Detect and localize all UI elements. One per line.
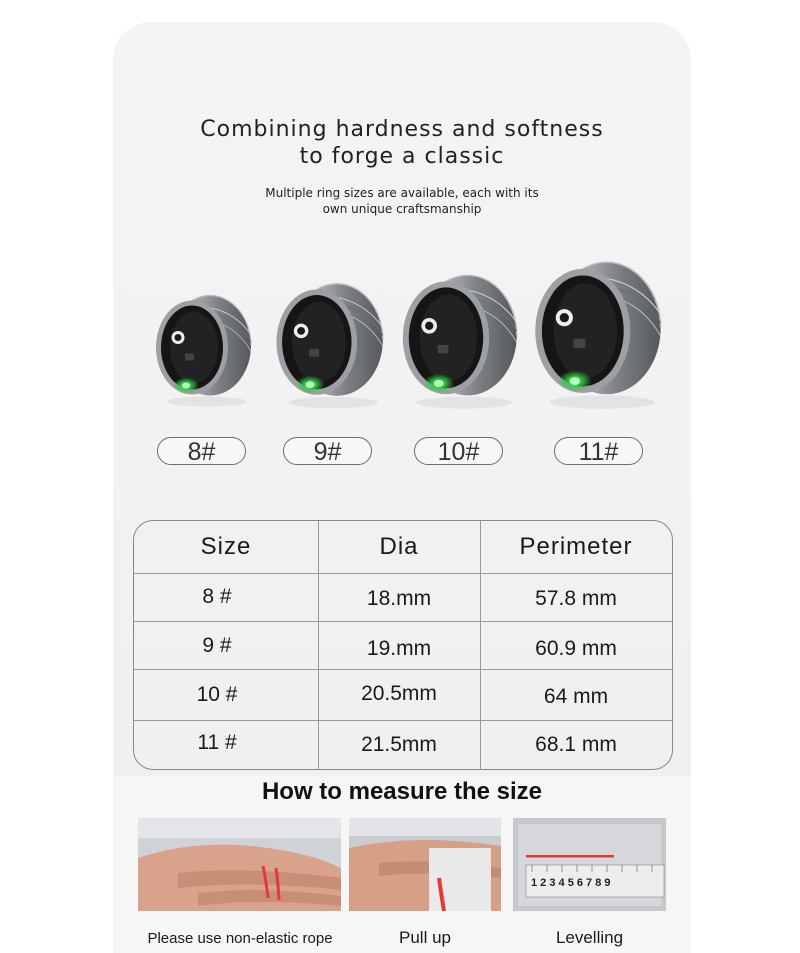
table-cell-perimeter: 57.8 mm (535, 587, 617, 610)
table-cell-perimeter: 60.9 mm (535, 637, 617, 660)
table-cell-perimeter: 64 mm (543, 685, 609, 708)
table-cell-size: 8 # (202, 585, 232, 608)
table-header-size: Size (200, 533, 252, 560)
size-table (133, 520, 673, 770)
table-cell-size: 10 # (196, 683, 238, 706)
headline-line-2: to forge a classic (299, 144, 505, 169)
subheadline-line-1: Multiple ring sizes are available, each with its (265, 186, 539, 200)
ring-size-11-image (530, 258, 662, 413)
hand-with-rope-photo (138, 818, 341, 911)
ruler-numbers: 1 2 3 4 5 6 7 8 9 (531, 877, 611, 889)
finger-wrapped-photo (349, 818, 501, 911)
ring-size-10-image (398, 272, 518, 412)
size-label-9: 9# (283, 437, 372, 465)
headline-line-1: Combining hardness and softness (200, 117, 604, 142)
table-cell-dia: 20.5mm (361, 682, 437, 705)
caption-levelling: Levelling (555, 928, 624, 947)
table-cell-size: 9 # (202, 634, 232, 657)
table-divider (134, 669, 672, 670)
headline (113, 116, 691, 170)
table-divider (134, 720, 672, 721)
size-label-11: 11# (554, 437, 643, 465)
caption-non-elastic-rope: Please use non-elastic rope (147, 930, 333, 947)
table-cell-size: 11 # (197, 731, 237, 754)
table-cell-perimeter: 68.1 mm (535, 733, 617, 756)
ring-size-9-image (272, 280, 384, 412)
measure-title: How to measure the size (261, 778, 543, 805)
subheadline-line-2: own unique craftsmanship (322, 202, 482, 216)
table-divider (134, 621, 672, 622)
ruler-photo (513, 818, 666, 911)
ring-size-8-image (152, 292, 252, 410)
table-cell-dia: 21.5mm (361, 733, 437, 756)
table-cell-dia: 18.mm (366, 587, 432, 610)
caption-pull-up: Pull up (399, 928, 451, 947)
table-header-dia: Dia (379, 533, 419, 560)
subheadline (180, 185, 624, 217)
size-label-8: 8# (157, 437, 246, 465)
table-divider (134, 573, 672, 574)
size-label-10: 10# (414, 437, 503, 465)
table-header-perimeter: Perimeter (519, 533, 633, 560)
table-cell-dia: 19.mm (366, 637, 432, 660)
